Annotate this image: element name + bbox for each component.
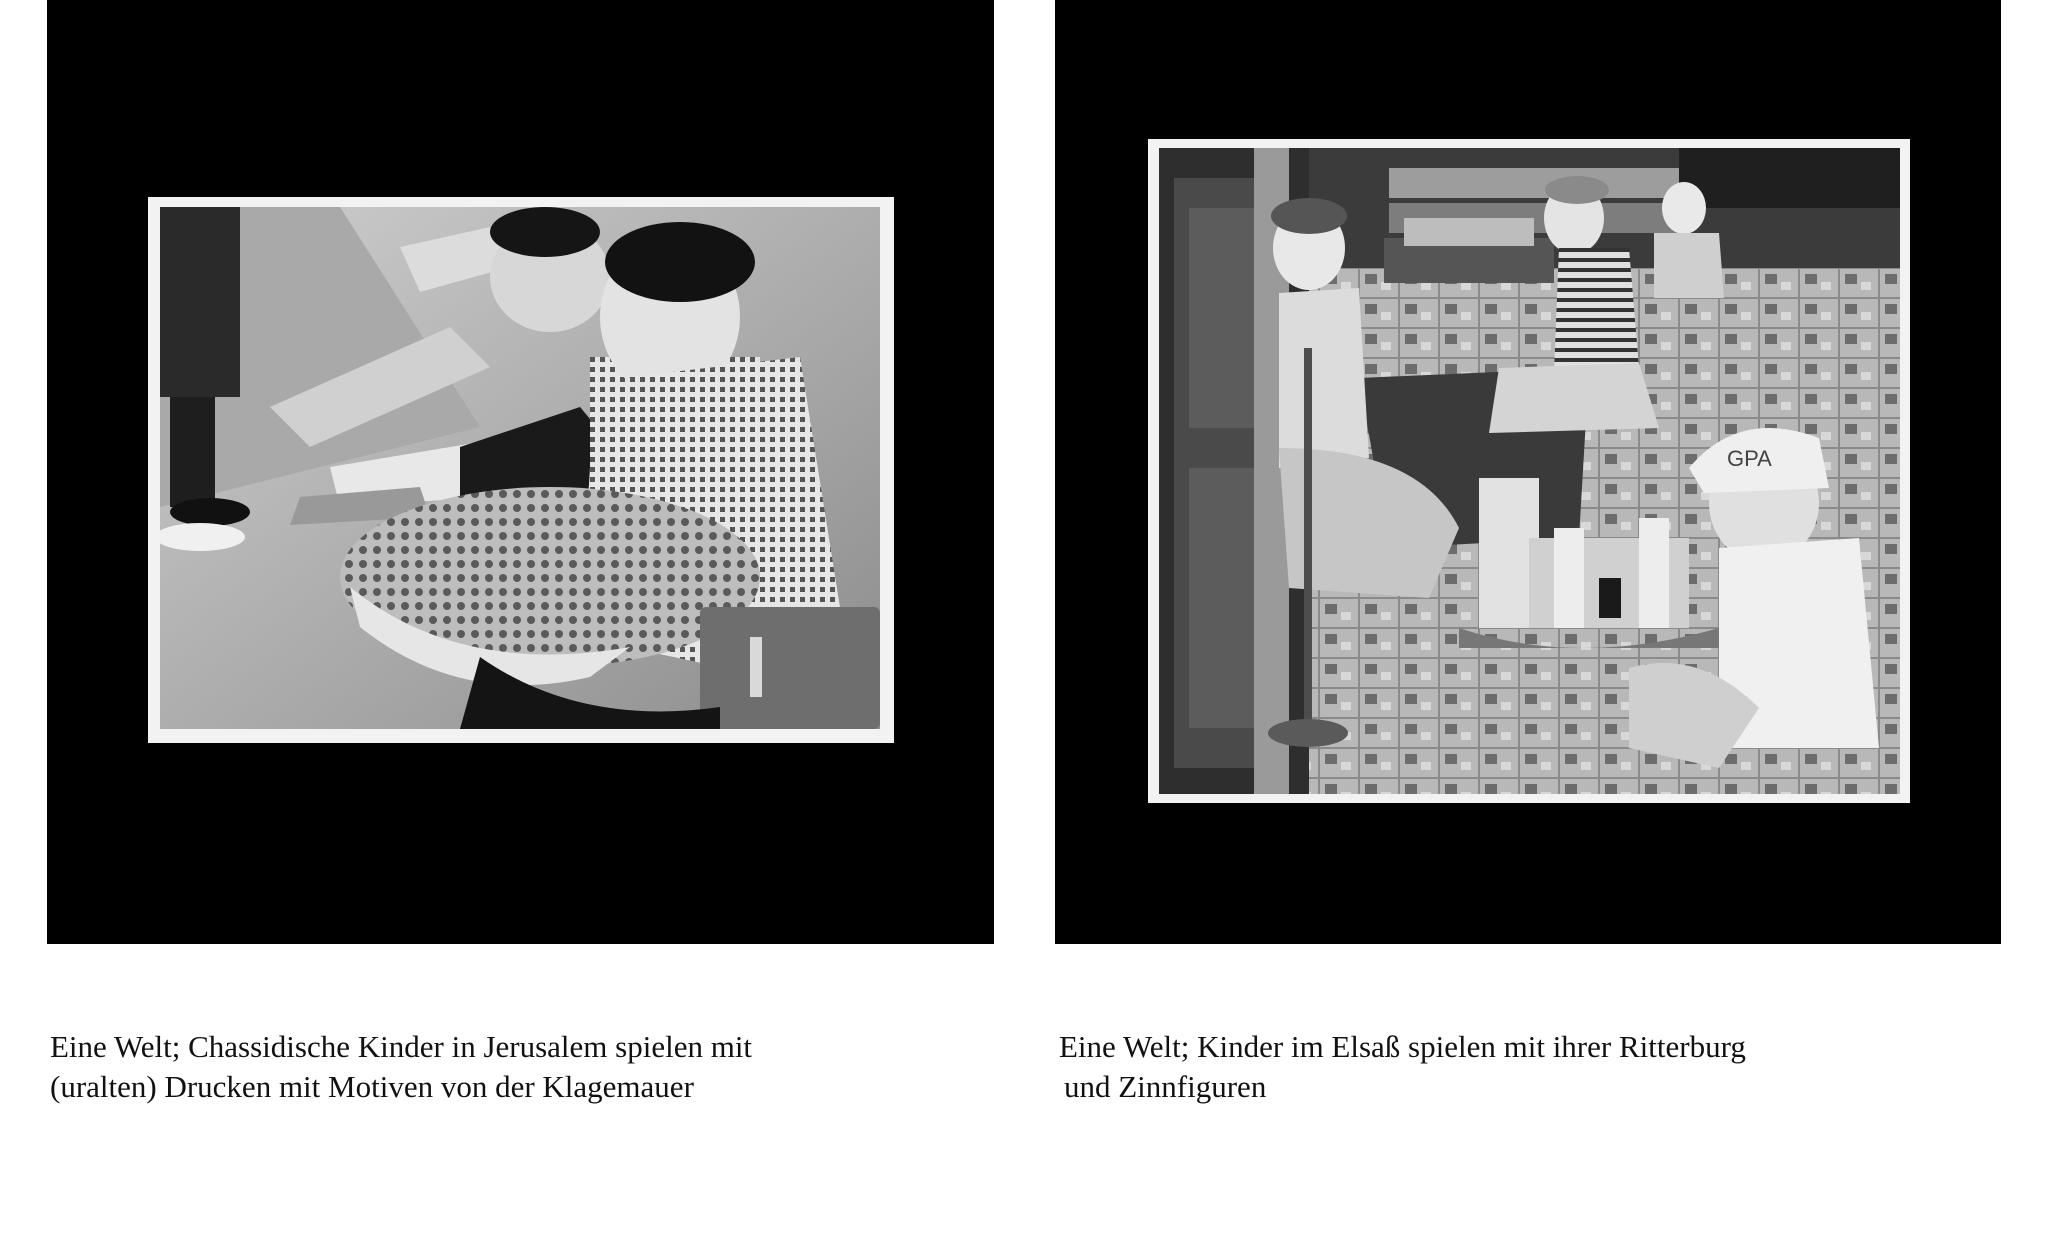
- caption-right: [1059, 1027, 1746, 1107]
- caption-left: [50, 1027, 752, 1107]
- cap-logo-text: GPA: [1727, 446, 1772, 471]
- photo-jerusalem-children: [160, 207, 880, 729]
- photo-alsace-children: [1159, 148, 1900, 794]
- caption-left-line1: Eine Welt; Chassidische Kinder in Jerusalem spielen mit: [50, 1029, 753, 1064]
- caption-right-line2: und Zinnfiguren: [1064, 1069, 1267, 1104]
- caption-left-line2: (uralten) Drucken mit Motiven von der Klagemauer: [50, 1069, 694, 1104]
- photo-print-left: [148, 197, 894, 743]
- photo-print-right: [1148, 139, 1910, 803]
- caption-right-line1: Eine Welt; Kinder im Elsaß spielen mit ihrer Ritterburg: [1059, 1029, 1746, 1064]
